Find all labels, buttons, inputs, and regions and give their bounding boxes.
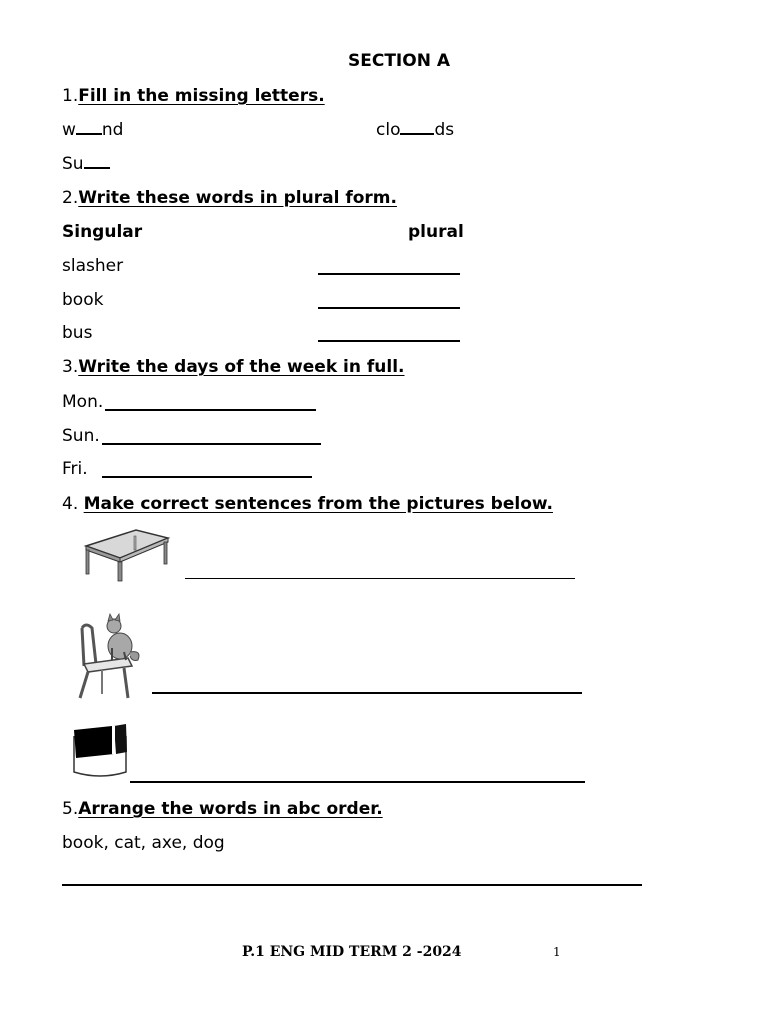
missing-letter-item (62, 120, 123, 140)
question-text: Fill in the missing letters. (78, 86, 325, 106)
word-end: nd (101, 120, 124, 140)
answer-line[interactable] (102, 443, 321, 445)
question-3-heading (62, 357, 405, 377)
question-4-heading (62, 494, 553, 514)
blank-line[interactable] (84, 167, 110, 169)
question-1-heading (62, 86, 325, 106)
column-header-plural: plural (408, 222, 464, 242)
question-number: 4. (62, 494, 79, 514)
page-number: 1 (553, 945, 561, 959)
section-title: SECTION A (348, 51, 451, 71)
question-number: 5. (62, 799, 79, 819)
blank-line[interactable] (76, 133, 102, 135)
singular-word: book (62, 290, 104, 310)
answer-line[interactable] (105, 409, 316, 411)
question-text: Make correct sentences from the pictures below. (83, 494, 553, 514)
question-5-heading (62, 799, 383, 819)
table-picture (80, 524, 172, 584)
missing-letter-item (376, 120, 454, 140)
answer-line[interactable] (130, 781, 585, 783)
singular-word: bus (62, 323, 93, 343)
question-2-heading (62, 188, 397, 208)
blank-line[interactable] (400, 133, 434, 135)
answer-line[interactable] (152, 692, 582, 694)
word-end: ds (434, 120, 455, 140)
word-start: clo (376, 120, 401, 140)
word-start: w (62, 120, 76, 140)
question-number: 1. (62, 86, 79, 106)
footer-title: P.1 ENG MID TERM 2 -2024 (242, 944, 462, 960)
question-text: Write the days of the week in full. (78, 357, 405, 377)
answer-line[interactable] (185, 578, 575, 579)
word-start: Su (62, 154, 84, 174)
day-abbreviation: Fri. (62, 459, 88, 479)
question-text: Write these words in plural form. (78, 188, 397, 208)
answer-line[interactable] (318, 307, 460, 309)
pot-picture (70, 722, 132, 782)
answer-line[interactable] (318, 340, 460, 342)
question-text: Arrange the words in abc order. (78, 799, 383, 819)
day-abbreviation: Mon. (62, 392, 104, 412)
answer-line[interactable] (102, 476, 312, 478)
answer-line[interactable] (62, 884, 642, 886)
day-abbreviation: Sun. (62, 426, 100, 446)
column-header-singular: Singular (62, 222, 143, 242)
question-number: 3. (62, 357, 79, 377)
answer-line[interactable] (318, 273, 460, 275)
word-list: book, cat, axe, dog (62, 833, 225, 853)
question-number: 2. (62, 188, 79, 208)
cat-on-chair-picture (72, 612, 146, 702)
singular-word: slasher (62, 256, 124, 276)
missing-letter-item (62, 154, 110, 174)
